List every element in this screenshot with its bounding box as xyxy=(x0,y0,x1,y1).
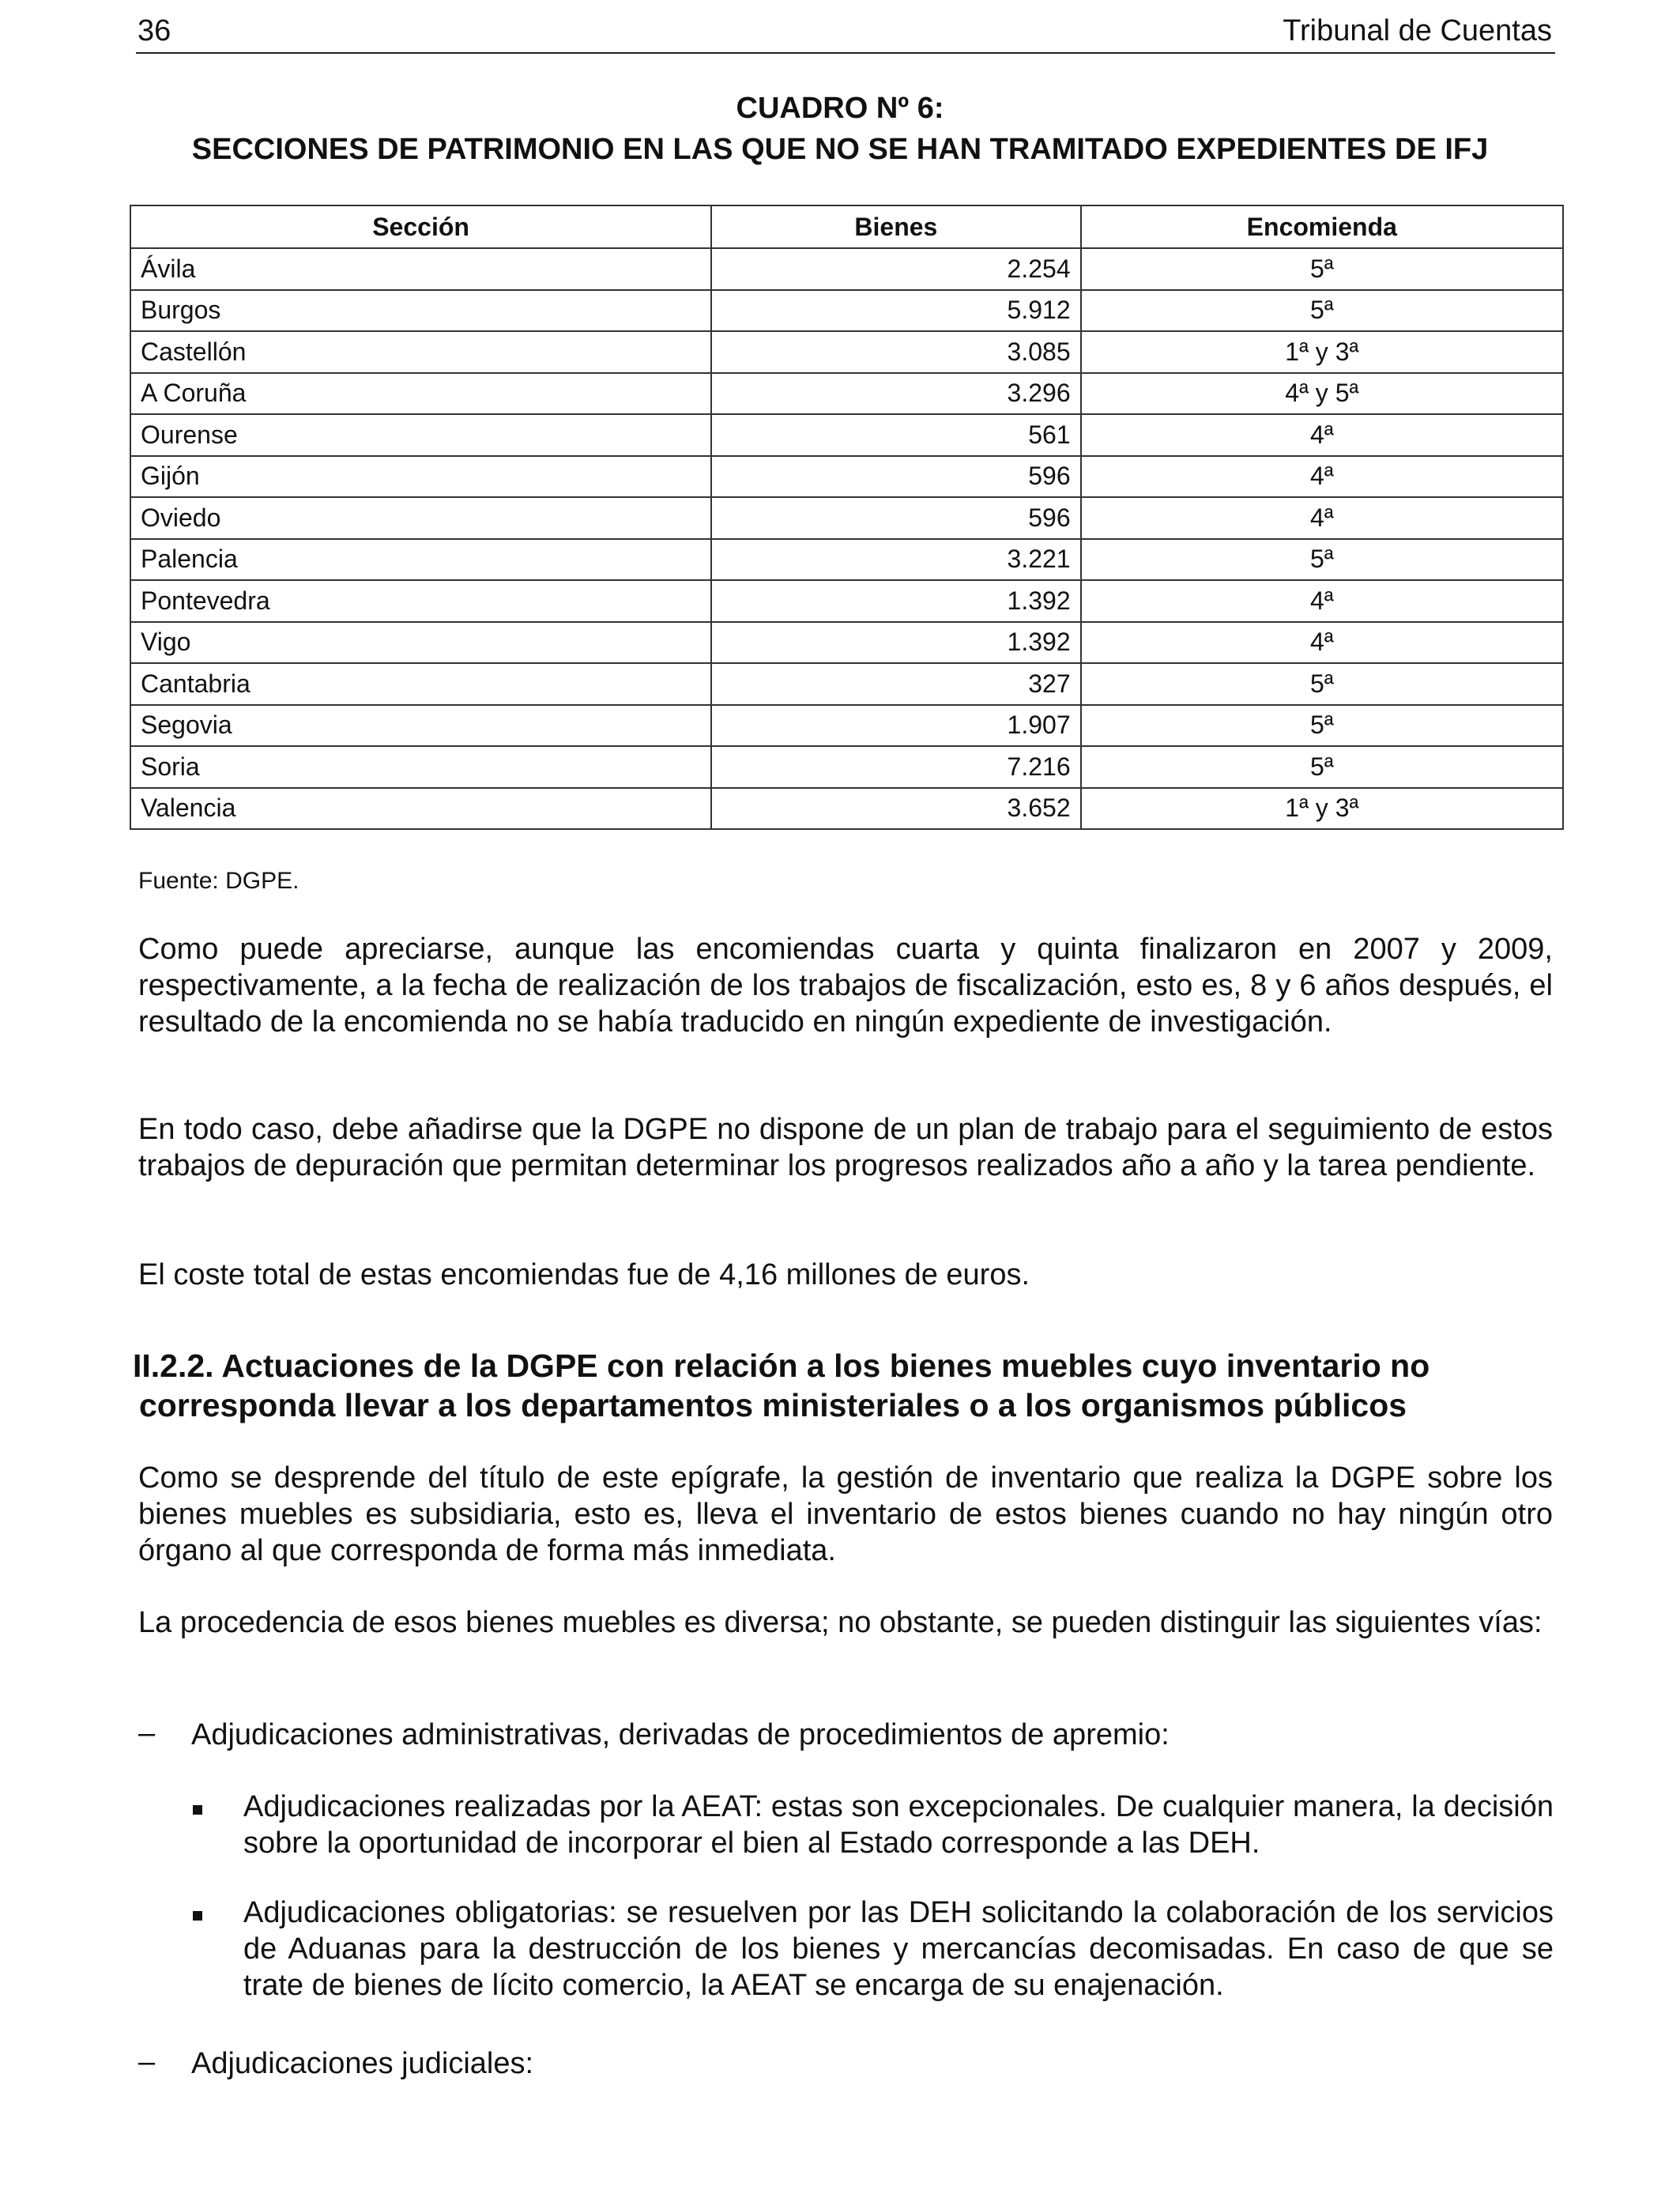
cell-seccion: Palencia xyxy=(130,539,711,581)
cell-bienes: 7.216 xyxy=(711,746,1080,788)
column-header-seccion: Sección xyxy=(130,205,711,248)
table-row xyxy=(130,497,1563,539)
table-subtitle: SECCIONES DE PATRIMONIO EN LAS QUE NO SE HAN TRAMITADO EXPEDIENTES DE IFJ xyxy=(191,133,1489,166)
table-row xyxy=(130,248,1563,290)
cell-encomienda: 4ª y 5ª xyxy=(1081,373,1563,415)
cell-encomienda: 4ª xyxy=(1081,622,1563,664)
table-row xyxy=(130,456,1563,498)
paragraph: La procedencia de esos bienes muebles es diversa; no obstante, se pueden distinguir las siguientes vías: xyxy=(138,1606,1543,1639)
cell-bienes: 596 xyxy=(711,497,1080,539)
table-row xyxy=(130,539,1563,581)
square-bullet-icon xyxy=(193,1805,202,1815)
cell-bienes: 3.296 xyxy=(711,373,1080,415)
cell-bienes: 327 xyxy=(711,663,1080,705)
page-number: 36 xyxy=(137,14,171,47)
cell-bienes: 5.912 xyxy=(711,290,1080,332)
cell-seccion: Castellón xyxy=(130,331,711,373)
cell-seccion: Cantabria xyxy=(130,663,711,705)
table-row xyxy=(130,622,1563,664)
cell-bienes: 1.392 xyxy=(711,580,1080,622)
cell-bienes: 1.392 xyxy=(711,622,1080,664)
cell-encomienda: 5ª xyxy=(1081,539,1563,581)
cell-seccion: Soria xyxy=(130,746,711,788)
cell-seccion: Valencia xyxy=(130,788,711,830)
cell-encomienda: 5ª xyxy=(1081,290,1563,332)
cell-seccion: Ourense xyxy=(130,414,711,456)
dash-bullet: – xyxy=(138,1717,156,1750)
cell-bienes: 3.085 xyxy=(711,331,1080,373)
sections-table xyxy=(130,205,1564,830)
paragraph: En todo caso, debe añadirse que la DGPE no dispone de un plan de trabajo para el seguimiento de estos trabajos de depuración que permitan determinar los progresos realizados año a año y la tarea pendiente. xyxy=(138,1113,1553,1182)
cell-seccion: A Coruña xyxy=(130,373,711,415)
square-bullet-icon xyxy=(193,1911,202,1921)
cell-encomienda: 1ª y 3ª xyxy=(1081,788,1563,830)
column-header-bienes: Bienes xyxy=(711,205,1080,248)
cell-bienes: 3.221 xyxy=(711,539,1080,581)
cell-encomienda: 5ª xyxy=(1081,705,1563,747)
dash-bullet: – xyxy=(138,2045,156,2079)
table-row xyxy=(130,373,1563,415)
cell-encomienda: 4ª xyxy=(1081,414,1563,456)
cell-encomienda: 1ª y 3ª xyxy=(1081,331,1563,373)
cell-seccion: Oviedo xyxy=(130,497,711,539)
column-header-encomienda: Encomienda xyxy=(1081,205,1563,248)
table-row xyxy=(130,290,1563,332)
cell-bienes: 3.652 xyxy=(711,788,1080,830)
table-row xyxy=(130,663,1563,705)
sub-list-item: Adjudicaciones obligatorias: se resuelven por las DEH solicitando la colaboración de los servicios de Aduanas para la destrucción de los bienes y mercancías decomisadas. En caso de que se trate de bienes de lícito comercio, la AEAT se encarga de su enajenación. xyxy=(243,1896,1554,2002)
cell-bienes: 596 xyxy=(711,456,1080,498)
table-title: CUADRO Nº 6: xyxy=(736,92,944,125)
paragraph: Como se desprende del título de este epígrafe, la gestión de inventario que realiza la DGPE sobre los bienes muebles es subsidiaria, esto es, lleva el inventario de estos bienes cuando no hay ningún otro órgano al que corresponda de forma más inmediata. xyxy=(138,1461,1553,1567)
list-item: Adjudicaciones judiciales: xyxy=(191,2047,534,2080)
cell-bienes: 1.907 xyxy=(711,705,1080,747)
paragraph: El coste total de estas encomiendas fue de 4,16 millones de euros. xyxy=(138,1258,1030,1291)
cell-bienes: 561 xyxy=(711,414,1080,456)
cell-encomienda: 4ª xyxy=(1081,456,1563,498)
cell-seccion: Ávila xyxy=(130,248,711,290)
list-item: Adjudicaciones administrativas, derivadas de procedimientos de apremio: xyxy=(191,1718,1170,1751)
section-heading-line: II.2.2. Actuaciones de la DGPE con relación a los bienes muebles cuyo inventario no xyxy=(133,1348,1430,1384)
table-source: Fuente: DGPE. xyxy=(138,868,299,894)
cell-encomienda: 4ª xyxy=(1081,497,1563,539)
cell-seccion: Gijón xyxy=(130,456,711,498)
table-row xyxy=(130,414,1563,456)
cell-seccion: Burgos xyxy=(130,290,711,332)
header-organization: Tribunal de Cuentas xyxy=(1283,14,1552,47)
table-row xyxy=(130,788,1563,830)
cell-seccion: Pontevedra xyxy=(130,580,711,622)
cell-seccion: Vigo xyxy=(130,622,711,664)
section-heading xyxy=(133,1346,1555,1425)
table-row xyxy=(130,580,1563,622)
cell-encomienda: 5ª xyxy=(1081,248,1563,290)
paragraph: Como puede apreciarse, aunque las encomiendas cuarta y quinta finalizaron en 2007 y 2009, respectivamente, a la fecha de realización de los trabajos de fiscalización, esto es, 8 y 6 años después, el resultado de la encomienda no se había traducido en ningún expediente de investigación. xyxy=(138,933,1553,1039)
table-row xyxy=(130,705,1563,747)
page-header xyxy=(136,11,1555,54)
section-heading-line: corresponda llevar a los departamentos ministeriales o a los organismos públicos xyxy=(139,1387,1407,1423)
cell-bienes: 2.254 xyxy=(711,248,1080,290)
table-row xyxy=(130,746,1563,788)
sub-list-item: Adjudicaciones realizadas por la AEAT: estas son excepcionales. De cualquier manera, la decisión sobre la oportunidad de incorporar el bien al Estado corresponde a las DEH. xyxy=(243,1790,1554,1860)
cell-encomienda: 5ª xyxy=(1081,746,1563,788)
table-header-row xyxy=(130,205,1563,248)
cell-encomienda: 5ª xyxy=(1081,663,1563,705)
table-row xyxy=(130,331,1563,373)
cell-encomienda: 4ª xyxy=(1081,580,1563,622)
cell-seccion: Segovia xyxy=(130,705,711,747)
